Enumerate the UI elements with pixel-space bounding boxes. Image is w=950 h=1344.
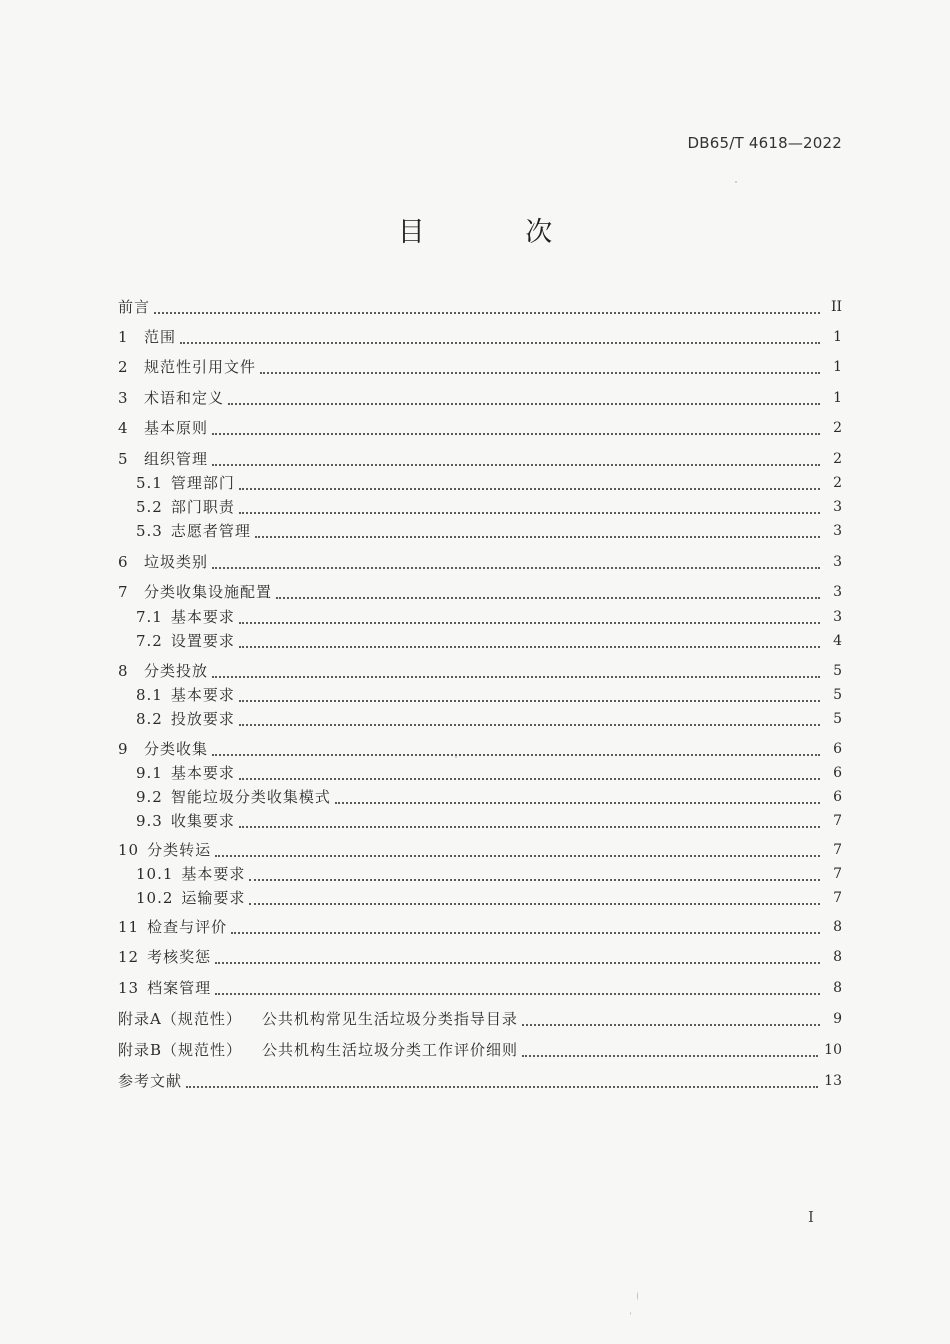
toc-leader-dots xyxy=(239,808,820,828)
toc-leader-dots xyxy=(249,885,820,905)
toc-entry-text: 部门职责 xyxy=(170,498,235,516)
toc-leader-dots xyxy=(231,914,820,934)
toc-entry-9[interactable] xyxy=(118,734,842,758)
toc-entry-text: 参考文献 xyxy=(118,1072,183,1090)
toc-entry-number: 5 xyxy=(118,450,129,468)
toc-leader-dots xyxy=(239,682,820,702)
toc-entry-page: 4 xyxy=(833,633,842,649)
toc-leader-dots xyxy=(212,549,820,569)
scan-speck xyxy=(735,181,737,183)
toc-entry-8[interactable] xyxy=(118,656,842,680)
toc-entry-page: 7 xyxy=(833,866,842,882)
toc-entry-page: 5 xyxy=(833,711,842,727)
toc-leader-dots xyxy=(239,760,820,780)
toc-entry-references[interactable] xyxy=(118,1066,842,1090)
toc-leader-dots xyxy=(239,628,820,648)
toc-entry-number: 11 xyxy=(118,918,140,936)
page-number: I xyxy=(808,1208,814,1226)
toc-entry-text: 基本原则 xyxy=(144,419,209,437)
toc-leader-dots xyxy=(239,604,820,624)
toc-entry-number: 2 xyxy=(118,358,129,376)
toc-entry-number: 13 xyxy=(118,979,140,997)
toc-leader-dots xyxy=(186,1068,818,1088)
toc-entry-page: 5 xyxy=(833,663,842,679)
toc-entry-page: 6 xyxy=(833,789,842,805)
toc-entry-number: 10 xyxy=(118,841,140,859)
toc-entry-text: 检查与评价 xyxy=(147,918,228,936)
toc-entry-5-2[interactable] xyxy=(118,492,842,516)
toc-entry-number: 4 xyxy=(118,419,129,437)
toc-entry-text: 基本要求 xyxy=(170,764,235,782)
toc-leader-dots xyxy=(335,784,820,804)
toc-entry-text: 组织管理 xyxy=(144,450,209,468)
document-code: DB65/T 4618—2022 xyxy=(687,134,842,152)
toc-leader-dots xyxy=(212,415,820,435)
toc-entry-page: 7 xyxy=(833,842,842,858)
toc-entry-number: 9.3 xyxy=(136,812,163,830)
toc-leader-dots xyxy=(228,385,820,405)
toc-entry-text: 分类收集设施配置 xyxy=(144,583,273,601)
toc-leader-dots xyxy=(276,579,820,599)
toc-entry-7-2[interactable] xyxy=(118,626,842,650)
toc-leader-dots xyxy=(249,861,820,881)
toc-entry-number: 12 xyxy=(118,948,140,966)
toc-entry-text: 公共机构常见生活垃圾分类指导目录 xyxy=(261,1010,518,1028)
toc-entry-text: 投放要求 xyxy=(170,710,235,728)
toc-entry-page: 7 xyxy=(833,890,842,906)
toc-entry-12[interactable] xyxy=(118,942,842,966)
toc-entry-number: 5.3 xyxy=(136,522,163,540)
toc-entry-appendix-a[interactable] xyxy=(118,1004,842,1028)
toc-entry-8-2[interactable] xyxy=(118,704,842,728)
toc-entry-page: 2 xyxy=(833,451,842,467)
toc-entry-text: 基本要求 xyxy=(170,686,235,704)
toc-leader-dots xyxy=(260,354,820,374)
toc-entry-text: 分类转运 xyxy=(147,841,212,859)
scan-speck xyxy=(637,1292,638,1300)
toc-entry-text: 考核奖惩 xyxy=(147,948,212,966)
toc-entry-1[interactable] xyxy=(118,322,842,346)
toc-entry-page: 5 xyxy=(833,687,842,703)
toc-leader-dots xyxy=(212,658,820,678)
toc-leader-dots xyxy=(239,470,820,490)
toc-leader-dots xyxy=(522,1006,820,1026)
toc-entry-text: 规范性引用文件 xyxy=(144,358,257,376)
toc-leader-dots xyxy=(215,837,820,857)
toc-entry-text: 前言 xyxy=(118,298,151,316)
toc-leader-dots xyxy=(180,324,820,344)
toc-entry-preface[interactable] xyxy=(118,292,842,316)
toc-entry-2[interactable] xyxy=(118,352,842,376)
toc-entry-number: 9.2 xyxy=(136,788,163,806)
toc-entry-number: 附录A（规范性） xyxy=(118,1010,242,1028)
toc-entry-8-1[interactable] xyxy=(118,680,842,704)
toc-entry-text: 运输要求 xyxy=(181,889,246,907)
toc-entry-text: 基本要求 xyxy=(170,608,235,626)
toc-entry-7-1[interactable] xyxy=(118,602,842,626)
scan-speck xyxy=(455,756,457,758)
toc-entry-text: 术语和定义 xyxy=(144,389,225,407)
toc-entry-text: 档案管理 xyxy=(147,979,212,997)
toc-title: 目 次 xyxy=(397,217,599,248)
toc-entry-page: 13 xyxy=(824,1073,842,1089)
toc-entry-10-1[interactable] xyxy=(118,859,842,883)
scan-speck xyxy=(630,1312,631,1315)
toc-entry-page: 6 xyxy=(833,765,842,781)
toc-entry-page: 8 xyxy=(833,919,842,935)
toc-entry-page: 10 xyxy=(824,1042,842,1058)
toc-entry-6[interactable] xyxy=(118,547,842,571)
toc-entry-text: 范围 xyxy=(144,328,177,346)
toc-leader-dots xyxy=(255,518,820,538)
toc-entry-page: 3 xyxy=(833,584,842,600)
toc-entry-10[interactable] xyxy=(118,835,842,859)
toc-entry-10-2[interactable] xyxy=(118,883,842,907)
toc-entry-number: 10.2 xyxy=(136,889,174,907)
toc-entry-3[interactable] xyxy=(118,383,842,407)
toc-entry-9-1[interactable] xyxy=(118,758,842,782)
toc-leader-dots xyxy=(154,294,820,314)
toc-entry-number: 7.1 xyxy=(136,608,163,626)
toc-entry-9-2[interactable] xyxy=(118,782,842,806)
toc-entry-5-1[interactable] xyxy=(118,468,842,492)
toc-entry-text: 公共机构生活垃圾分类工作评价细则 xyxy=(262,1041,519,1059)
toc-entry-number: 7.2 xyxy=(136,632,163,650)
toc-entry-number: 6 xyxy=(118,553,129,571)
toc-entry-5[interactable] xyxy=(118,444,842,468)
toc-entry-text: 基本要求 xyxy=(181,865,246,883)
toc-entry-page: II xyxy=(830,299,842,315)
toc-entry-number: 7 xyxy=(118,583,129,601)
toc-entry-text: 设置要求 xyxy=(170,632,235,650)
toc-entry-13[interactable] xyxy=(118,973,842,997)
toc-entry-page: 3 xyxy=(833,499,842,515)
toc-entry-number: 1 xyxy=(118,328,129,346)
toc-leader-dots xyxy=(239,706,820,726)
toc-entry-page: 6 xyxy=(833,741,842,757)
toc-entry-page: 7 xyxy=(833,813,842,829)
toc-leader-dots xyxy=(212,446,820,466)
toc-entry-text: 管理部门 xyxy=(170,474,235,492)
toc-leader-dots xyxy=(522,1037,818,1057)
toc-entry-page: 1 xyxy=(833,359,842,375)
toc-entry-page: 3 xyxy=(833,554,842,570)
toc-entry-page: 3 xyxy=(833,523,842,539)
toc-entry-number: 8.1 xyxy=(136,686,163,704)
toc-entry-page: 2 xyxy=(833,475,842,491)
toc-entry-number: 9 xyxy=(118,740,129,758)
toc-entry-page: 1 xyxy=(833,329,842,345)
toc-leader-dots xyxy=(239,494,820,514)
toc-entry-text: 分类收集 xyxy=(144,740,209,758)
toc-entry-number: 10.1 xyxy=(136,865,174,883)
toc-entry-number: 9.1 xyxy=(136,764,163,782)
toc-entry-number: 5.1 xyxy=(136,474,163,492)
toc-entry-page: 8 xyxy=(833,949,842,965)
toc-entry-page: 1 xyxy=(833,390,842,406)
toc-entry-number: 附录B（规范性） xyxy=(118,1041,243,1059)
toc-entry-text: 智能垃圾分类收集模式 xyxy=(170,788,331,806)
toc-entry-page: 9 xyxy=(833,1011,842,1027)
toc-entry-text: 收集要求 xyxy=(170,812,235,830)
toc-entry-text: 志愿者管理 xyxy=(170,522,251,540)
toc-entry-7[interactable] xyxy=(118,577,842,601)
toc-leader-dots xyxy=(212,736,820,756)
toc-entry-11[interactable] xyxy=(118,912,842,936)
toc-entry-5-3[interactable] xyxy=(118,516,842,540)
toc-entry-text: 分类投放 xyxy=(144,662,209,680)
toc-entry-9-3[interactable] xyxy=(118,806,842,830)
toc-entry-page: 2 xyxy=(833,420,842,436)
toc-entry-4[interactable] xyxy=(118,413,842,437)
toc-entry-number: 8 xyxy=(118,662,129,680)
toc-entry-page: 3 xyxy=(833,609,842,625)
toc-entry-appendix-b[interactable] xyxy=(118,1035,842,1059)
toc-leader-dots xyxy=(215,944,820,964)
toc-leader-dots xyxy=(215,975,820,995)
toc-entry-text: 垃圾类别 xyxy=(144,553,209,571)
toc-entry-number: 5.2 xyxy=(136,498,163,516)
toc-entry-page: 8 xyxy=(833,980,842,996)
toc-entry-number: 3 xyxy=(118,389,129,407)
toc-entry-number: 8.2 xyxy=(136,710,163,728)
